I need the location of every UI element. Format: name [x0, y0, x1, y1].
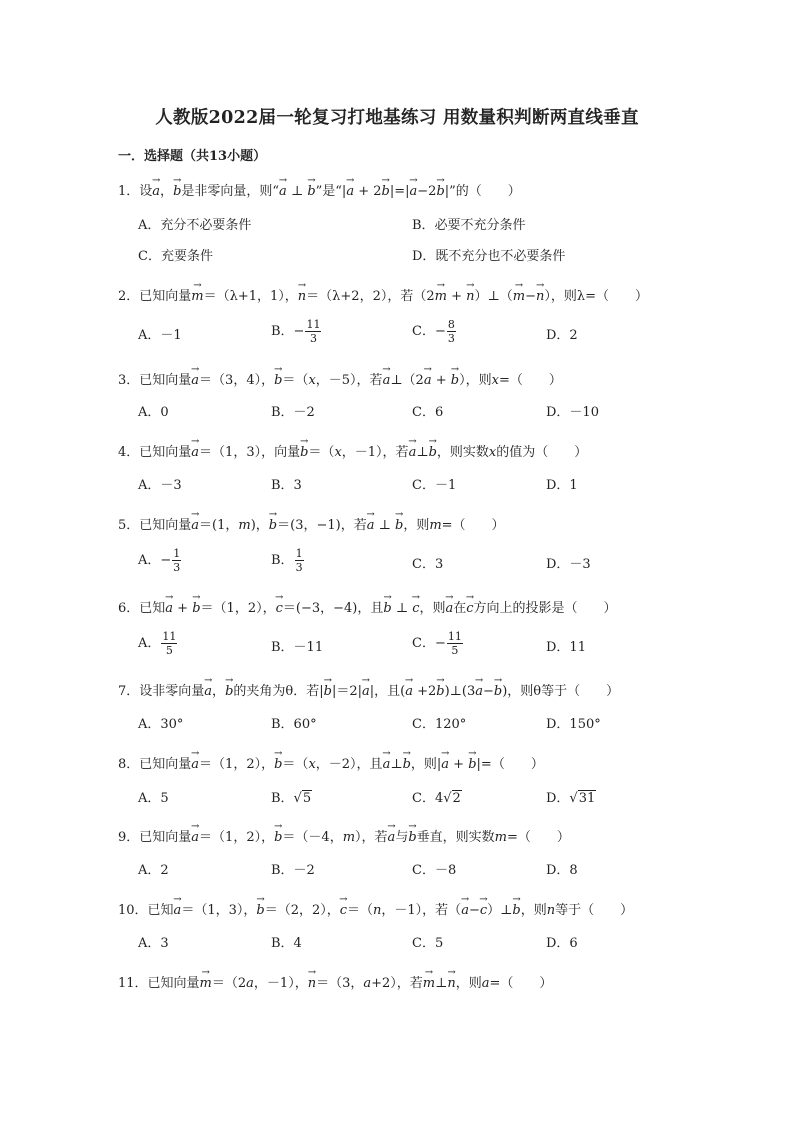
question-3: 3．已知向量→ a＝（3，4），→ b＝（x，－5），若→ a⊥（2→ a + → b），则x=（ ） — [118, 372, 562, 390]
q1-option-b: B．必要不充分条件 — [412, 218, 526, 233]
question-9: 9．已知向量→ a＝（1，2），→ b＝（－4，m），若→ a与→ b垂直，则实数m=（ ） — [118, 829, 570, 847]
q5-option-c: C．3 — [412, 557, 444, 572]
q5-option-d: D．－3 — [546, 557, 591, 572]
question-7: 7．设非零向量→ a，→ b的夹角为θ．若|→ b|＝2|→ a|，且(→ a +2→ b)⊥(3→ a−→ b)，则θ等于（ ） — [118, 683, 619, 701]
q10-option-c: C．5 — [412, 936, 444, 951]
q7-option-c: C．120° — [412, 717, 467, 732]
q4-option-a: A．－3 — [138, 478, 182, 493]
q2-option-a: A．－1 — [138, 328, 182, 343]
q7-option-a: A．30° — [138, 717, 184, 732]
page-title: 人教版2022届一轮复习打地基练习 用数量积判断两直线垂直 — [155, 108, 639, 128]
q6-option-c: C．− $\frac{11}{5}$ — [412, 630, 462, 657]
q4-option-d: D．1 — [546, 478, 578, 493]
q2-option-d: D．2 — [546, 328, 578, 343]
q3-option-d: D．－10 — [546, 405, 599, 420]
q1-option-d: D．既不充分也不必要条件 — [412, 249, 566, 264]
q3-option-b: B．－2 — [271, 405, 315, 420]
q5-option-a: A．− $\frac{1}{3}$ — [138, 547, 181, 574]
q4-option-c: C．－1 — [412, 478, 457, 493]
question-4: 4．已知向量→ a＝（1，3），向量→ b＝（x，－1），若→ a⊥→ b，则实数x的值为（ ） — [118, 444, 587, 462]
q8-option-d: D．√31 — [546, 791, 596, 806]
q3-option-c: C．6 — [412, 405, 444, 420]
question-2: 2．已知向量→ m＝（λ+1，1），→ n＝（λ+2，2），若（2→ m + → n）⊥（→ m−→ n），则λ=（ ） — [118, 288, 648, 306]
q4-option-b: B．3 — [271, 478, 302, 493]
q8-option-a: A．5 — [138, 791, 169, 806]
question-6: 6．已知→ a + → b＝（1，2），→ c＝(−3，−4)，且→ b ⊥ → c，则→ a在→ c方向上的投影是（ ） — [118, 600, 617, 618]
section-heading: 一．选择题（共13小题） — [118, 149, 267, 164]
question-10: 10．已知→ a＝（1，3），→ b＝（2，2），→ c＝（n，－1），若（→ a−→ c）⊥→ b，则n等于（ ） — [118, 902, 633, 920]
q6-option-b: B．－11 — [271, 640, 324, 655]
q3-option-a: A．0 — [138, 405, 169, 420]
q2-option-c: C．− $\frac{8}{3}$ — [412, 318, 455, 345]
q-number: 1．设 — [118, 184, 153, 199]
q1-option-c: C．充要条件 — [138, 249, 213, 264]
q1-option-a: A．充分不必要条件 — [138, 218, 252, 233]
question-11: 11．已知向量→ m＝（2a，－1），→ n＝（3，a+2），若→ m⊥→ n，则a=（ ） — [118, 975, 552, 993]
question-5: 5．已知向量→ a＝(1，m)，→ b＝(3，−1)，若→ a ⊥ → b，则m=（ ） — [118, 517, 505, 535]
q8-option-c: C．4√2 — [412, 791, 461, 806]
q6-option-a: A． $\frac{11}{5}$ — [138, 630, 177, 657]
q9-option-d: D．8 — [546, 863, 578, 878]
q9-option-c: C．－8 — [412, 863, 457, 878]
q7-option-d: D．150° — [546, 717, 601, 732]
question-8: 8．已知向量→ a＝（1，2），→ b＝（x，－2），且→ a⊥→ b，则|→ a + → b|=（ ） — [118, 756, 544, 774]
q6-option-d: D．11 — [546, 640, 586, 655]
q9-option-a: A．2 — [138, 863, 169, 878]
q7-option-b: B．60° — [271, 717, 317, 732]
q9-option-b: B．－2 — [271, 863, 315, 878]
q2-option-b: B．− $\frac{11}{3}$ — [271, 318, 321, 345]
q10-option-d: D．6 — [546, 936, 578, 951]
q8-option-b: B．√5 — [271, 791, 312, 806]
question-1: 1．设→ a，→ b是非零向量，则“→ a ⊥ → b”是“|→ a + 2→ b|=|→ a−2→ b|”的（ ） — [118, 183, 521, 201]
q5-option-b: B． $\frac{1}{3}$ — [271, 547, 303, 574]
q10-option-b: B．4 — [271, 936, 302, 951]
q10-option-a: A．3 — [138, 936, 169, 951]
